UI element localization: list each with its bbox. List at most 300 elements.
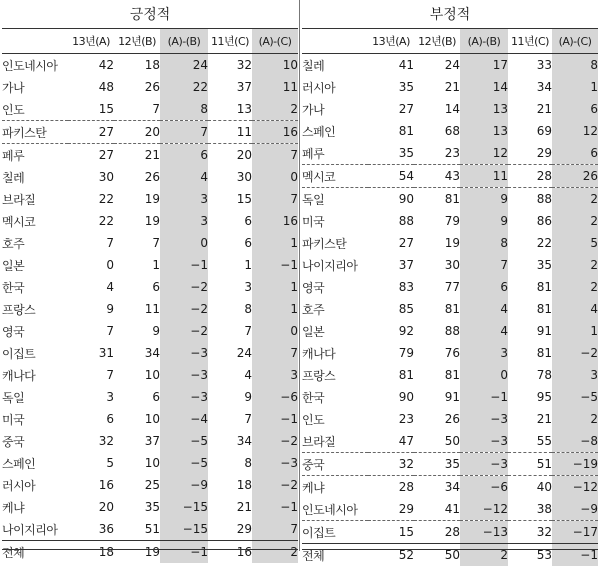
value-13-cell: 85: [368, 298, 414, 320]
value-11-cell: 20: [208, 144, 252, 167]
value-11-cell: 91: [508, 320, 552, 342]
diff-a-c-cell: 2: [552, 188, 598, 211]
diff-a-c-cell: 0: [252, 320, 298, 342]
header-11: 11년(C): [208, 29, 252, 54]
value-12-cell: 28: [414, 521, 460, 544]
negative-table: [302, 29, 598, 566]
value-12-cell: 19: [114, 210, 160, 232]
country-cell: 나이지리아: [2, 518, 68, 541]
diff-a-c-cell: −8: [552, 430, 598, 453]
table-row: [302, 165, 598, 188]
diff-a-b-cell: 6: [160, 144, 208, 167]
value-13-cell: 35: [368, 76, 414, 98]
value-13-cell: 6: [68, 408, 114, 430]
value-11-cell: 81: [508, 342, 552, 364]
diff-a-b-cell: 3: [160, 188, 208, 210]
diff-a-b-cell: 24: [160, 54, 208, 77]
diff-a-c-cell: 0: [252, 166, 298, 188]
table-row: [2, 386, 298, 408]
value-11-cell: 7: [208, 320, 252, 342]
value-13-cell: 52: [368, 544, 414, 566]
diff-a-b-cell: −3: [160, 342, 208, 364]
diff-a-c-cell: −19: [552, 453, 598, 476]
total-row: [2, 541, 298, 564]
table-row: [2, 76, 298, 98]
country-cell: 중국: [2, 430, 68, 452]
country-cell: 전체: [2, 541, 68, 564]
negative-rows: [302, 54, 598, 566]
diff-a-b-cell: −2: [160, 298, 208, 320]
value-12-cell: 24: [414, 54, 460, 77]
country-cell: 이집트: [302, 521, 368, 544]
value-11-cell: 33: [508, 54, 552, 77]
value-13-cell: 37: [368, 254, 414, 276]
country-cell: 한국: [2, 276, 68, 298]
diff-a-c-cell: 3: [552, 364, 598, 386]
country-cell: 캐나다: [302, 342, 368, 364]
value-12-cell: 11: [114, 298, 160, 320]
diff-a-c-cell: 26: [552, 165, 598, 188]
country-cell: 러시아: [302, 76, 368, 98]
value-13-cell: 0: [68, 254, 114, 276]
table-row: [302, 521, 598, 544]
diff-a-b-cell: 9: [460, 188, 508, 211]
value-13-cell: 90: [368, 386, 414, 408]
table-row: [2, 496, 298, 518]
country-cell: 나이지리아: [302, 254, 368, 276]
header-country: [302, 29, 368, 54]
diff-a-b-cell: 6: [460, 276, 508, 298]
negative-header: [302, 29, 598, 54]
diff-a-b-cell: 2: [460, 544, 508, 566]
country-cell: 일본: [302, 320, 368, 342]
diff-a-c-cell: −2: [252, 474, 298, 496]
value-13-cell: 22: [68, 210, 114, 232]
value-13-cell: 18: [68, 541, 114, 564]
value-13-cell: 7: [68, 320, 114, 342]
value-13-cell: 47: [368, 430, 414, 453]
positive-table: [2, 29, 298, 563]
diff-a-b-cell: 0: [160, 232, 208, 254]
diff-a-c-cell: 1: [552, 320, 598, 342]
table-row: [2, 430, 298, 452]
table-row: [302, 498, 598, 521]
table-row: [2, 144, 298, 167]
diff-a-c-cell: −1: [252, 408, 298, 430]
header-12: 12년(B): [114, 29, 160, 54]
table-row: [302, 298, 598, 320]
value-12-cell: 41: [414, 498, 460, 521]
diff-a-b-cell: −1: [160, 254, 208, 276]
country-cell: 이집트: [2, 342, 68, 364]
value-13-cell: 83: [368, 276, 414, 298]
value-11-cell: 29: [508, 142, 552, 165]
header-12: 12년(B): [414, 29, 460, 54]
diff-a-b-cell: −3: [160, 386, 208, 408]
value-11-cell: 7: [208, 408, 252, 430]
value-12-cell: 19: [114, 188, 160, 210]
country-cell: 독일: [302, 188, 368, 211]
value-11-cell: 22: [508, 232, 552, 254]
value-11-cell: 95: [508, 386, 552, 408]
diff-a-b-cell: 7: [460, 254, 508, 276]
diff-a-c-cell: 11: [252, 76, 298, 98]
diff-a-b-cell: −2: [160, 276, 208, 298]
value-13-cell: 3: [68, 386, 114, 408]
value-12-cell: 50: [414, 430, 460, 453]
value-11-cell: 3: [208, 276, 252, 298]
diff-a-c-cell: 2: [252, 98, 298, 121]
value-12-cell: 6: [114, 276, 160, 298]
table-row: [302, 120, 598, 142]
diff-a-b-cell: −5: [160, 430, 208, 452]
positive-header: [2, 29, 298, 54]
value-13-cell: 22: [68, 188, 114, 210]
panel-divider: [299, 0, 300, 551]
value-11-cell: 4: [208, 364, 252, 386]
value-12-cell: 26: [114, 76, 160, 98]
table-row: [302, 188, 598, 211]
value-11-cell: 40: [508, 476, 552, 499]
country-cell: 칠레: [302, 54, 368, 77]
value-11-cell: 28: [508, 165, 552, 188]
table-row: [2, 320, 298, 342]
diff-a-c-cell: −1: [252, 496, 298, 518]
diff-a-b-cell: 14: [460, 76, 508, 98]
value-12-cell: 81: [414, 298, 460, 320]
diff-a-b-cell: −3: [460, 453, 508, 476]
value-12-cell: 19: [114, 541, 160, 564]
value-12-cell: 77: [414, 276, 460, 298]
country-cell: 러시아: [2, 474, 68, 496]
diff-a-b-cell: −3: [460, 408, 508, 430]
diff-a-c-cell: −2: [552, 342, 598, 364]
diff-a-b-cell: 3: [160, 210, 208, 232]
value-11-cell: 88: [508, 188, 552, 211]
country-cell: 케냐: [2, 496, 68, 518]
value-13-cell: 27: [368, 98, 414, 120]
country-cell: 파키스탄: [2, 121, 68, 144]
country-cell: 미국: [302, 210, 368, 232]
value-12-cell: 19: [414, 232, 460, 254]
value-11-cell: 32: [508, 521, 552, 544]
value-12-cell: 81: [414, 364, 460, 386]
table-row: [2, 452, 298, 474]
value-13-cell: 31: [68, 342, 114, 364]
value-11-cell: 21: [208, 496, 252, 518]
value-12-cell: 26: [114, 166, 160, 188]
table-row: [2, 210, 298, 232]
table-row: [302, 76, 598, 98]
value-13-cell: 35: [368, 142, 414, 165]
table-row: [302, 342, 598, 364]
value-12-cell: 43: [414, 165, 460, 188]
diff-a-b-cell: 9: [460, 210, 508, 232]
value-12-cell: 68: [414, 120, 460, 142]
value-11-cell: 38: [508, 498, 552, 521]
value-12-cell: 6: [114, 386, 160, 408]
value-12-cell: 7: [114, 98, 160, 121]
header-a-minus-c: (A)-(C): [552, 29, 598, 54]
diff-a-b-cell: 22: [160, 76, 208, 98]
table-row: [2, 166, 298, 188]
diff-a-c-cell: −1: [552, 544, 598, 566]
table-row: [2, 121, 298, 144]
country-cell: 프랑스: [302, 364, 368, 386]
country-cell: 인도: [302, 408, 368, 430]
country-cell: 스페인: [2, 452, 68, 474]
value-13-cell: 23: [368, 408, 414, 430]
diff-a-b-cell: −6: [460, 476, 508, 499]
diff-a-c-cell: −9: [552, 498, 598, 521]
value-12-cell: 18: [114, 54, 160, 77]
diff-a-b-cell: 8: [160, 98, 208, 121]
value-12-cell: 50: [414, 544, 460, 566]
value-11-cell: 29: [208, 518, 252, 541]
value-12-cell: 25: [114, 474, 160, 496]
value-13-cell: 90: [368, 188, 414, 211]
country-cell: 인도: [2, 98, 68, 121]
diff-a-c-cell: −5: [552, 386, 598, 408]
diff-a-c-cell: 10: [252, 54, 298, 77]
positive-panel: [2, 0, 298, 551]
total-row: [302, 544, 598, 566]
value-11-cell: 16: [208, 541, 252, 564]
diff-a-c-cell: 16: [252, 210, 298, 232]
value-11-cell: 13: [208, 98, 252, 121]
value-12-cell: 79: [414, 210, 460, 232]
table-row: [2, 518, 298, 541]
diff-a-c-cell: 3: [252, 364, 298, 386]
value-11-cell: 11: [208, 121, 252, 144]
value-12-cell: 81: [414, 188, 460, 211]
diff-a-c-cell: −6: [252, 386, 298, 408]
table-row: [302, 98, 598, 120]
positive-title: 긍정적: [2, 4, 298, 26]
value-11-cell: 51: [508, 453, 552, 476]
table-row: [302, 453, 598, 476]
diff-a-b-cell: 17: [460, 54, 508, 77]
diff-a-b-cell: −3: [460, 430, 508, 453]
country-cell: 인도네시아: [2, 54, 68, 77]
diff-a-b-cell: −15: [160, 518, 208, 541]
value-12-cell: 35: [414, 453, 460, 476]
value-11-cell: 81: [508, 298, 552, 320]
country-cell: 미국: [2, 408, 68, 430]
table-row: [302, 476, 598, 499]
header-a-minus-b: (A)-(B): [460, 29, 508, 54]
value-11-cell: 78: [508, 364, 552, 386]
header-13: 13년(A): [368, 29, 414, 54]
country-cell: 캐나다: [2, 364, 68, 386]
diff-a-c-cell: 7: [252, 188, 298, 210]
country-cell: 케냐: [302, 476, 368, 499]
table-row: [302, 408, 598, 430]
country-cell: 전체: [302, 544, 368, 566]
diff-a-b-cell: −9: [160, 474, 208, 496]
value-13-cell: 36: [68, 518, 114, 541]
value-12-cell: 35: [114, 496, 160, 518]
country-cell: 페루: [2, 144, 68, 167]
country-cell: 가나: [302, 98, 368, 120]
diff-a-c-cell: 2: [252, 541, 298, 564]
country-cell: 가나: [2, 76, 68, 98]
value-12-cell: 21: [114, 144, 160, 167]
header-country: [2, 29, 68, 54]
country-cell: 칠레: [2, 166, 68, 188]
value-11-cell: 1: [208, 254, 252, 276]
value-13-cell: 27: [368, 232, 414, 254]
value-13-cell: 79: [368, 342, 414, 364]
value-13-cell: 7: [68, 364, 114, 386]
header-a-minus-c: (A)-(C): [252, 29, 298, 54]
value-11-cell: 34: [208, 430, 252, 452]
value-12-cell: 1: [114, 254, 160, 276]
value-13-cell: 48: [68, 76, 114, 98]
value-12-cell: 76: [414, 342, 460, 364]
value-12-cell: 21: [414, 76, 460, 98]
value-12-cell: 34: [414, 476, 460, 499]
value-13-cell: 27: [68, 121, 114, 144]
table-row: [2, 342, 298, 364]
diff-a-c-cell: −3: [252, 452, 298, 474]
table-row: [302, 430, 598, 453]
diff-a-b-cell: 7: [160, 121, 208, 144]
value-12-cell: 51: [114, 518, 160, 541]
country-cell: 브라질: [302, 430, 368, 453]
value-13-cell: 92: [368, 320, 414, 342]
value-11-cell: 81: [508, 276, 552, 298]
country-cell: 페루: [302, 142, 368, 165]
value-13-cell: 29: [368, 498, 414, 521]
value-12-cell: 34: [114, 342, 160, 364]
country-cell: 영국: [302, 276, 368, 298]
country-cell: 파키스탄: [302, 232, 368, 254]
diff-a-c-cell: −1: [252, 254, 298, 276]
value-13-cell: 42: [68, 54, 114, 77]
value-13-cell: 41: [368, 54, 414, 77]
table-row: [2, 276, 298, 298]
diff-a-b-cell: 0: [460, 364, 508, 386]
value-13-cell: 15: [68, 98, 114, 121]
diff-a-b-cell: −15: [160, 496, 208, 518]
negative-title: 부정적: [302, 4, 598, 26]
value-12-cell: 7: [114, 232, 160, 254]
value-11-cell: 30: [208, 166, 252, 188]
value-11-cell: 24: [208, 342, 252, 364]
diff-a-c-cell: −17: [552, 521, 598, 544]
value-12-cell: 10: [114, 364, 160, 386]
diff-a-b-cell: −4: [160, 408, 208, 430]
diff-a-c-cell: 7: [252, 144, 298, 167]
country-cell: 중국: [302, 453, 368, 476]
table-row: [2, 254, 298, 276]
table-row: [302, 54, 598, 77]
value-13-cell: 32: [68, 430, 114, 452]
value-11-cell: 53: [508, 544, 552, 566]
diff-a-b-cell: −1: [460, 386, 508, 408]
value-13-cell: 9: [68, 298, 114, 320]
value-13-cell: 7: [68, 232, 114, 254]
diff-a-c-cell: 4: [552, 298, 598, 320]
table-row: [302, 320, 598, 342]
value-13-cell: 5: [68, 452, 114, 474]
country-cell: 스페인: [302, 120, 368, 142]
table-row: [2, 298, 298, 320]
value-11-cell: 21: [508, 98, 552, 120]
diff-a-b-cell: −5: [160, 452, 208, 474]
value-12-cell: 14: [414, 98, 460, 120]
positive-rows: [2, 54, 298, 564]
value-11-cell: 69: [508, 120, 552, 142]
country-cell: 한국: [302, 386, 368, 408]
table-row: [2, 364, 298, 386]
value-11-cell: 55: [508, 430, 552, 453]
diff-a-b-cell: 4: [160, 166, 208, 188]
country-cell: 영국: [2, 320, 68, 342]
value-12-cell: 9: [114, 320, 160, 342]
value-13-cell: 81: [368, 364, 414, 386]
diff-a-c-cell: 5: [552, 232, 598, 254]
value-11-cell: 6: [208, 210, 252, 232]
diff-a-b-cell: 3: [460, 342, 508, 364]
diff-a-b-cell: 13: [460, 98, 508, 120]
value-12-cell: 88: [414, 320, 460, 342]
header-13: 13년(A): [68, 29, 114, 54]
value-11-cell: 34: [508, 76, 552, 98]
value-13-cell: 32: [368, 453, 414, 476]
negative-panel: [302, 0, 598, 551]
diff-a-c-cell: 16: [252, 121, 298, 144]
value-11-cell: 18: [208, 474, 252, 496]
table-row: [2, 408, 298, 430]
country-cell: 독일: [2, 386, 68, 408]
country-cell: 인도네시아: [302, 498, 368, 521]
country-cell: 호주: [302, 298, 368, 320]
diff-a-c-cell: 12: [552, 120, 598, 142]
country-cell: 멕시코: [2, 210, 68, 232]
table-row: [2, 54, 298, 77]
value-13-cell: 27: [68, 144, 114, 167]
diff-a-c-cell: 7: [252, 342, 298, 364]
bottom-rule: [302, 549, 598, 550]
value-13-cell: 81: [368, 120, 414, 142]
value-13-cell: 20: [68, 496, 114, 518]
diff-a-c-cell: 2: [552, 276, 598, 298]
table-row: [302, 276, 598, 298]
table-row: [302, 232, 598, 254]
diff-a-c-cell: 2: [552, 254, 598, 276]
value-13-cell: 16: [68, 474, 114, 496]
table-row: [302, 386, 598, 408]
diff-a-b-cell: −1: [160, 541, 208, 564]
table-row: [302, 210, 598, 232]
value-13-cell: 4: [68, 276, 114, 298]
country-cell: 일본: [2, 254, 68, 276]
bottom-rule: [2, 549, 298, 550]
value-11-cell: 32: [208, 54, 252, 77]
header-a-minus-b: (A)-(B): [160, 29, 208, 54]
value-11-cell: 8: [208, 452, 252, 474]
diff-a-b-cell: −2: [160, 320, 208, 342]
diff-a-c-cell: 6: [552, 98, 598, 120]
diff-a-b-cell: 4: [460, 298, 508, 320]
value-12-cell: 91: [414, 386, 460, 408]
table-row: [302, 254, 598, 276]
diff-a-b-cell: −13: [460, 521, 508, 544]
diff-a-c-cell: −2: [252, 430, 298, 452]
diff-a-c-cell: −12: [552, 476, 598, 499]
